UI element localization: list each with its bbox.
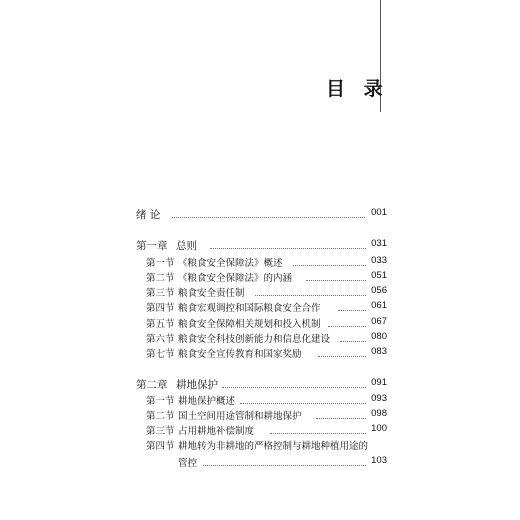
dot-leader bbox=[210, 248, 366, 249]
dot-leader bbox=[172, 217, 365, 218]
chapter-title: 耕地保护 bbox=[176, 379, 218, 391]
section-title: 耕地转为非耕地的严格控制与耕地种植用途的 bbox=[178, 441, 369, 452]
toc-entry-intro[interactable] bbox=[0, 207, 520, 223]
toc-entry-chapter-2[interactable] bbox=[0, 377, 520, 393]
toc-page-number: 051 bbox=[371, 270, 387, 281]
toc-page-number: 056 bbox=[371, 285, 387, 296]
toc-page-number: 098 bbox=[371, 408, 387, 419]
toc-entry-section[interactable] bbox=[0, 255, 520, 271]
toc-page-number: 001 bbox=[371, 207, 387, 218]
section-number: 第二节 bbox=[146, 273, 175, 284]
toc-entry-section[interactable] bbox=[0, 408, 520, 424]
toc-entry-section[interactable] bbox=[0, 331, 520, 347]
toc-entry-section[interactable] bbox=[0, 423, 520, 439]
toc-entry-section[interactable] bbox=[0, 393, 520, 409]
section-number: 第一节 bbox=[146, 258, 175, 269]
chapter-number: 第一章 bbox=[136, 240, 168, 252]
toc-entry-section[interactable] bbox=[0, 438, 520, 454]
section-number: 第二节 bbox=[146, 411, 175, 422]
section-title: 占用耕地补偿制度 bbox=[178, 426, 255, 437]
dot-leader bbox=[203, 465, 366, 466]
section-title: 粮食安全科技创新能力和信息化建设 bbox=[178, 334, 331, 345]
section-title: 粮食安全责任制 bbox=[178, 288, 245, 299]
toc-entry-label: 绪 论 bbox=[136, 209, 161, 221]
toc-entry-section[interactable] bbox=[0, 300, 520, 316]
section-number: 第一节 bbox=[146, 396, 175, 407]
section-title: 粮食宏观调控和国际粮食安全合作 bbox=[178, 303, 321, 314]
toc-page-number: 083 bbox=[371, 346, 387, 357]
section-number: 第五节 bbox=[146, 319, 175, 330]
toc-page-number: 031 bbox=[371, 238, 387, 249]
section-title: 《粮食安全保障法》的内涵 bbox=[178, 273, 293, 284]
section-title-continued: 管控 bbox=[178, 458, 198, 469]
section-title: 国土空间用途管制和耕地保护 bbox=[178, 411, 302, 422]
toc-page-number: 033 bbox=[371, 255, 387, 266]
section-number: 第三节 bbox=[146, 288, 175, 299]
section-title: 耕地保护概述 bbox=[178, 396, 236, 407]
section-number: 第六节 bbox=[146, 334, 175, 345]
section-number: 第三节 bbox=[146, 426, 175, 437]
toc-entry-section[interactable] bbox=[0, 346, 520, 362]
toc-entry-chapter-1[interactable] bbox=[0, 238, 520, 254]
page-title: 目 录 bbox=[326, 78, 389, 100]
toc-entry-section[interactable] bbox=[0, 316, 520, 332]
toc-page-number: 100 bbox=[371, 423, 387, 434]
section-title: 粮食安全宣传教育和国家奖励 bbox=[178, 349, 302, 360]
toc-page-number: 103 bbox=[371, 455, 387, 466]
section-title: 粮食安全保障相关规划和投入机制 bbox=[178, 319, 321, 330]
toc-page-number: 093 bbox=[371, 393, 387, 404]
chapter-title: 总则 bbox=[176, 240, 197, 252]
section-number: 第七节 bbox=[146, 349, 175, 360]
toc-entry-continuation[interactable] bbox=[0, 455, 520, 471]
toc-page-number: 061 bbox=[371, 300, 387, 311]
toc-page-number: 067 bbox=[371, 316, 387, 327]
section-number: 第四节 bbox=[146, 303, 175, 314]
toc-page-number: 091 bbox=[371, 377, 387, 388]
section-title: 《粮食安全保障法》概述 bbox=[178, 258, 283, 269]
section-number: 第四节 bbox=[146, 441, 175, 452]
toc-page-number: 080 bbox=[371, 331, 387, 342]
chapter-number: 第二章 bbox=[136, 379, 168, 391]
toc-entry-section[interactable] bbox=[0, 270, 520, 286]
toc-entry-section[interactable] bbox=[0, 285, 520, 301]
